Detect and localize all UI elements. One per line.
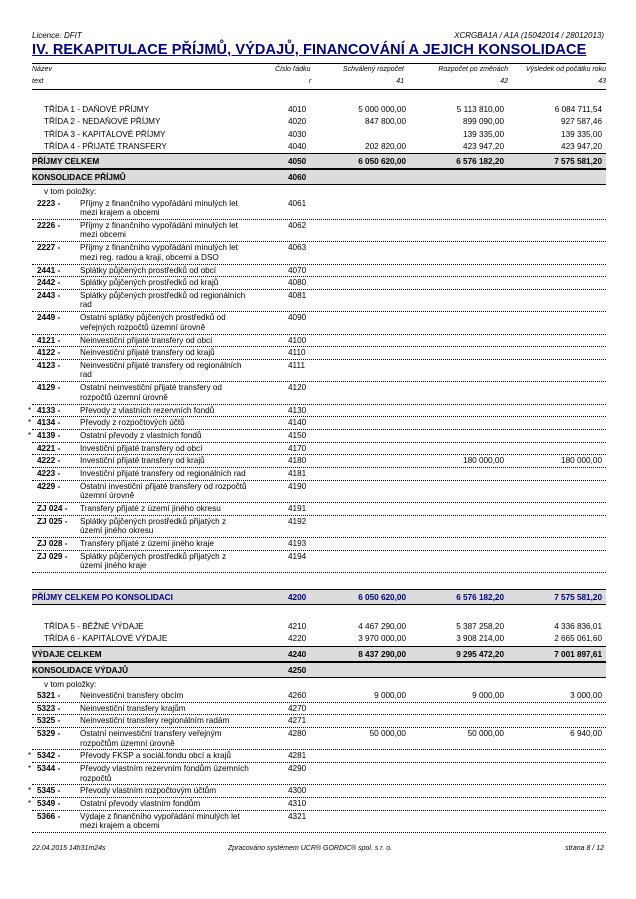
value-pozmenach: 180 000,00 [463,456,504,466]
col-schvaleny: Schválený rozpočet [342,66,404,73]
total-row [32,646,606,662]
row-cislo: 4310 [288,799,307,809]
value-schvaleny: 50 000,00 [369,729,406,739]
total-row [32,589,606,605]
table-row [32,277,606,290]
value-vysledek: 139 335,00 [561,129,602,139]
footer-date: 22.04.2015 14h31m24s [32,845,106,852]
table-row [28,785,606,798]
row-label: Neinvestiční přijaté transfery od obcí [80,335,213,345]
row-label: mezi krajem a obcemi [80,208,160,218]
table-row [28,417,606,430]
row-star: * [28,799,32,809]
row-cislo: 4080 [288,278,307,288]
row-code: ZJ 028 - [37,538,68,548]
value-pozmenach: 5 113 810,00 [456,105,504,114]
total-row [32,169,606,185]
table-row [32,516,606,538]
report-code: XCRGBA1A / A1A (15042014 / 28012013) [454,31,604,40]
value-vysledek: 2 665 061,60 [554,634,602,644]
row-cislo: 4030 [288,129,307,139]
row-code: ZJ 025 - [37,516,68,526]
col-pozmenach-num: 42 [500,78,508,85]
row-star: * [28,418,32,428]
column-header [32,63,606,90]
table-row [32,382,606,404]
value-vysledek: 6 940,00 [570,729,602,739]
row-code: 4221 - [37,443,61,453]
row-code: 4229 - [37,481,61,491]
value-vysledek: 7 001 897,61 [554,649,602,659]
value-pozmenach: 899 090,00 [463,117,504,127]
row-label: území jiného kraje [80,561,147,571]
value-pozmenach: 50 000,00 [467,729,504,739]
footer-system: Zpracováno systémem UCR® GORDIC® spol. s r. o. [228,845,393,852]
value-pozmenach: 5 387 258,20 [456,621,504,631]
row-code: 4133 - [37,405,61,415]
row-code: 4123 - [37,360,61,370]
row-cislo: 4120 [288,383,307,393]
table-row [32,468,606,481]
row-cislo: 4190 [288,481,307,491]
table-row [32,290,606,312]
table-row [32,621,606,633]
row-cislo: 4321 [288,811,307,821]
row-cislo: 4270 [288,703,307,713]
table-row [32,220,606,242]
row-cislo: 4063 [288,243,307,253]
page-title: IV. REKAPITULACE PŘÍJMŮ, VÝDAJŮ, FINANCOVÁNÍ A JEJICH KONSOLIDACE [32,42,587,58]
row-cislo: 4281 [288,751,307,761]
row-cislo: 4240 [288,649,307,659]
row-label: Ostatní převody vlastním fondům [80,799,201,809]
row-label: Převody vlastním rozpočtovým účtům [80,786,217,796]
row-label: Neinvestiční přijaté transfery od krajů [80,348,215,358]
col-vysledek: Výsledek od počátku roku [525,66,606,73]
row-label: Příjmy z finančního vypořádání minulých let [80,243,238,253]
row-cislo: 4200 [288,592,307,602]
table-row [32,551,606,573]
row-name: KONSOLIDACE VÝDAJŮ [32,665,128,675]
col-cislo: Číslo řádku [275,66,311,73]
row-cislo: 4010 [288,105,307,114]
row-code: 5329 - [37,729,61,739]
footer-page: strana 8 / 12 [565,845,604,852]
row-label: Výdaje z finančního vypořádání minulých let [80,811,240,821]
row-label: Převody z rozpočtových účtů [80,418,185,428]
table-row [32,335,606,348]
table-row [28,798,606,811]
row-code: 5323 - [37,703,61,713]
row-label: Ostatní investiční přijaté transfery od rozpočtů [80,481,247,491]
row-name: TŘÍDA 1 - DAŇOVÉ PŘÍJMY [44,105,150,114]
row-label: Ostatní neinvestiční přijaté transfery od [80,383,222,393]
row-code: ZJ 029 - [37,551,68,561]
value-vysledek: 7 575 581,20 [554,592,602,602]
value-vysledek: 4 336 836,01 [554,621,602,631]
row-cislo: 4290 [288,764,307,774]
table-row [32,116,606,128]
row-name: TŘÍDA 4 - PŘIJATÉ TRANSFERY [44,141,167,151]
value-vysledek: 7 575 581,20 [554,157,602,167]
row-code: 5349 - [37,799,61,809]
row-cislo: 4050 [288,157,307,167]
row-label: Transfery přijaté z území jiného kraje [80,538,214,548]
row-label: Splátky půjčených prostředků přijatých z [80,516,227,526]
value-pozmenach: 9 295 472,20 [456,649,504,659]
value-pozmenach: 9 000,00 [472,691,504,700]
value-schvaleny: 6 050 620,00 [358,592,406,602]
table-row [32,715,606,728]
row-label: rozpočtů [80,773,112,783]
value-vysledek: 423 947,20 [561,141,602,151]
row-label: Investiční přijaté transfery od krajů [80,456,205,466]
row-name: PŘÍJMY CELKEM PO KONSOLIDACI [32,592,173,602]
row-star: * [28,751,32,761]
row-name: TŘÍDA 2 - NEDAŇOVÉ PŘÍJMY [44,117,161,127]
row-label: Ostatní splátky půjčených prostředků od [80,313,226,323]
row-code: 2226 - [37,220,61,230]
row-code: 4134 - [37,418,61,428]
row-code: 5321 - [37,691,61,700]
row-label: rad [80,370,92,380]
row-cislo: 4130 [288,405,307,415]
value-vysledek: 927 587,46 [561,117,602,127]
row-cislo: 4062 [288,220,307,230]
report-table [28,88,606,833]
value-schvaleny: 202 820,00 [365,141,406,151]
row-name: VÝDAJE CELKEM [32,649,102,659]
col-pozmenach: Rozpočet po změnách [438,66,508,73]
row-code: 2441 - [37,265,61,275]
row-label: Investiční přijaté transfery od obcí [80,443,203,453]
row-code: 4222 - [37,456,61,466]
table-row [32,312,606,334]
row-cislo: 4193 [288,538,307,548]
row-label: Neinvestiční transfery krajům [80,703,186,713]
row-label: územní úrovně [80,491,135,501]
row-code: 2442 - [37,278,61,288]
row-code: 4122 - [37,348,61,358]
licence-label: Licence: DFIT [32,31,82,40]
row-label: Transfery přijaté z území jiného okresu [80,503,221,513]
row-code: 5342 - [37,751,61,761]
table-row [32,455,606,468]
row-code: 5325 - [37,716,61,726]
col-r: r [309,78,312,85]
value-pozmenach: 6 576 182,20 [456,592,504,602]
row-label: Převody z vlastních rezervních fondů [80,405,215,415]
table-row [32,104,606,116]
table-row [32,503,606,516]
row-cislo: 4020 [288,117,307,127]
row-label: Splátky půjčených prostředků přijatých z [80,551,227,561]
row-cislo: 4191 [288,503,307,513]
row-label: mezi krajem a obcemi [80,821,160,831]
row-cislo: 4260 [288,691,307,700]
row-cislo: 4060 [288,173,307,183]
row-name: KONSOLIDACE PŘÍJMŮ [32,173,126,183]
row-name: PŘÍJMY CELKEM [32,157,100,167]
table-row [28,405,606,418]
table-row [32,443,606,456]
value-vysledek: 3 000,00 [570,691,602,700]
table-row [32,690,606,703]
note-row [32,185,606,198]
row-label: Příjmy z finančního vypořádání minulých let [80,220,238,230]
row-cislo: 4220 [288,634,307,644]
table-row [32,242,606,264]
row-cislo: 4170 [288,443,307,453]
total-row [32,153,606,169]
table-row [28,750,606,763]
row-label: Neinvestiční transfery regionálním radám [80,716,230,726]
col-text: text [32,78,44,85]
row-label: území jiného okresu [80,526,154,536]
note-row [32,678,606,691]
row-note: v tom položky: [44,679,97,689]
row-code: ZJ 024 - [37,503,68,513]
row-label: Splátky půjčených prostředků od obcí [80,265,217,275]
row-cislo: 4070 [288,265,307,275]
row-cislo: 4181 [288,468,307,478]
row-code: 4121 - [37,335,61,345]
row-cislo: 4061 [288,198,307,208]
row-cislo: 4140 [288,418,307,428]
row-cislo: 4280 [288,729,307,739]
row-cislo: 4250 [288,665,307,675]
row-label: Neinvestiční přijaté transfery od regionálních [80,360,242,370]
row-label: Neinvestiční transfery obcím [80,691,184,700]
row-star: * [28,764,32,774]
table-row [32,633,606,645]
value-pozmenach: 139 335,00 [463,129,504,139]
row-cislo: 4194 [288,551,307,561]
value-vysledek: 180 000,00 [561,456,602,466]
row-cislo: 4090 [288,313,307,323]
row-label: rozpočtů územní úrovně [80,392,168,402]
row-label: rozpočtům územní úrovně [80,738,175,748]
col-schvaleny-num: 41 [396,78,404,85]
total-row [32,662,606,678]
row-label: Splátky půjčených prostředků od regionálních [80,290,246,300]
value-pozmenach: 3 908 214,00 [456,634,504,644]
row-code: 4129 - [37,383,61,393]
row-cislo: 4210 [288,621,307,631]
row-label: Převody vlastním rezervním fondům územních [80,764,249,774]
value-schvaleny: 6 050 620,00 [358,157,406,167]
row-code: 2227 - [37,243,61,253]
table-row [28,763,606,785]
table-row [32,538,606,551]
row-spacer [32,88,606,104]
row-spacer [32,605,606,621]
row-cislo: 4150 [288,430,307,440]
row-label: Ostatní převody z vlastních fondů [80,430,202,440]
col-nazev: Název [32,66,52,73]
value-vysledek: 6 084 711,54 [554,105,602,114]
row-name: TŘÍDA 5 - BĚŽNÉ VÝDAJE [44,621,144,631]
col-vysledek-num: 43 [598,78,606,85]
table-row [32,347,606,360]
row-cislo: 4110 [288,348,306,358]
row-cislo: 4271 [288,716,307,726]
table-row [32,265,606,278]
row-code: 5366 - [37,811,61,821]
row-code: 2443 - [37,290,61,300]
table-row [32,703,606,716]
row-label: Příjmy z finančního vypořádání minulých let [80,198,238,208]
row-code: 2223 - [37,198,61,208]
row-cislo: 4300 [288,786,307,796]
row-label: Investiční přijaté transfery od regionálních rad [80,468,246,478]
table-row [32,198,606,220]
row-code: 2449 - [37,313,61,323]
table-row [32,141,606,153]
value-schvaleny: 8 437 290,00 [358,649,406,659]
row-cislo: 4180 [288,456,307,466]
row-label: Splátky půjčených prostředků od krajů [80,278,219,288]
row-code: 5344 - [37,764,61,774]
table-row [28,430,606,443]
row-star: * [28,430,32,440]
row-star: * [28,786,32,796]
value-schvaleny: 3 970 000,00 [358,634,406,644]
row-code: 5345 - [37,786,61,796]
row-label: mezi obcemi [80,230,126,240]
row-cislo: 4111 [288,360,305,370]
row-note: v tom položky: [44,187,97,197]
value-schvaleny: 847 800,00 [365,117,406,127]
row-label: veřejných rozpočtů územní úrovně [80,322,206,332]
table-row [32,129,606,141]
value-pozmenach: 6 576 182,20 [456,157,504,167]
row-label: rad [80,300,92,310]
value-schvaleny: 4 467 290,00 [358,621,406,631]
value-schvaleny: 5 000 000,00 [358,105,406,114]
row-cislo: 4100 [288,335,307,345]
row-cislo: 4040 [288,141,307,151]
value-pozmenach: 423 947,20 [463,141,504,151]
row-cislo: 4192 [288,516,307,526]
row-code: 4223 - [37,468,61,478]
value-schvaleny: 9 000,00 [374,691,406,700]
row-spacer [32,573,606,589]
row-name: TŘÍDA 3 - KAPITÁLOVÉ PŘÍJMY [44,129,166,139]
row-label: mezi reg. radou a kraji, obcemi a DSO [80,252,219,262]
table-row [32,728,606,750]
row-label: Ostatní neinvestiční transfery veřejným [80,729,222,739]
row-cislo: 4081 [288,290,307,300]
row-label: Převody FKSP a sociál.fondu obcí a krajů [80,751,231,761]
row-star: * [28,405,32,415]
row-name: TŘÍDA 6 - KAPITÁLOVÉ VÝDAJE [44,634,168,644]
table-row [32,481,606,503]
table-row [32,360,606,382]
row-code: 4139 - [37,430,61,440]
table-row [32,811,606,833]
